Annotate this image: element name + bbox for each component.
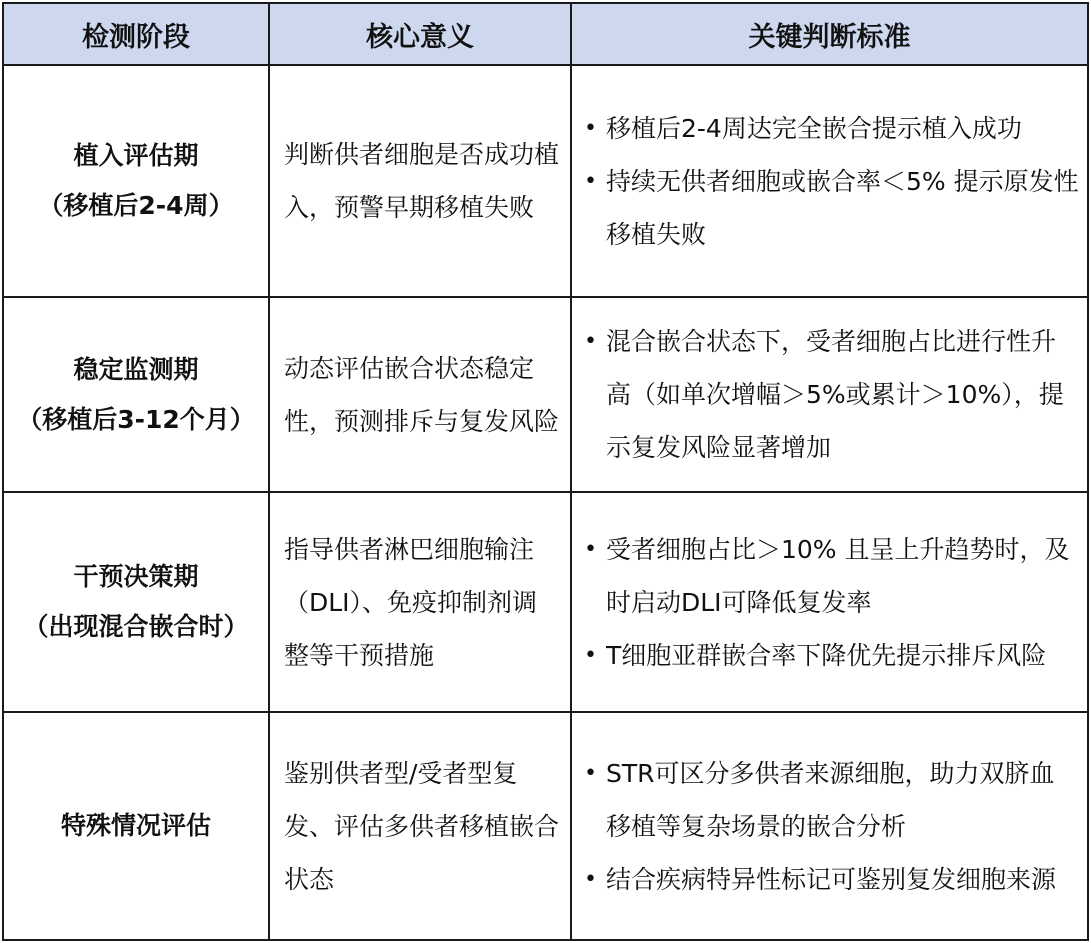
criteria-item [582, 315, 1079, 474]
criteria-text: 受者细胞占比＞10% 且呈上升趋势时，及时启动DLI可降低复发率 [606, 534, 1070, 617]
criteria-list [582, 102, 1079, 261]
bullet-icon: • [584, 536, 597, 562]
criteria-cell [571, 65, 1088, 297]
criteria-cell [571, 297, 1088, 492]
stage-cell [3, 297, 269, 492]
criteria-text: 结合疾病特异性标记可鉴别复发细胞来源 [606, 864, 1057, 894]
criteria-text: 持续无供者细胞或嵌合率＜5% 提示原发性移植失败 [606, 166, 1079, 249]
table-row [3, 65, 1088, 297]
criteria-item [582, 747, 1079, 853]
stage-cell [3, 492, 269, 712]
stage-title: 植入评估期 [73, 141, 199, 170]
stage-title: 特殊情况评估 [60, 811, 211, 840]
stage-cell [3, 65, 269, 297]
criteria-list [582, 747, 1079, 906]
chimerism-monitoring-table [2, 2, 1089, 941]
meaning-cell: 动态评估嵌合状态稳定性，预测排斥与复发风险 [269, 297, 571, 492]
bullet-icon: • [584, 642, 597, 668]
criteria-item [582, 155, 1079, 261]
criteria-item [582, 102, 1079, 155]
meaning-cell: 判断供者细胞是否成功植入，预警早期移植失败 [269, 65, 571, 297]
bullet-icon: • [584, 329, 597, 354]
header-stage: 检测阶段 [3, 3, 269, 65]
stage-subtitle: （移植后2-4周） [38, 191, 234, 220]
stage-title: 干预决策期 [73, 562, 199, 591]
criteria-cell [571, 712, 1088, 940]
criteria-cell [571, 492, 1088, 712]
meaning-cell: 指导供者淋巴细胞输注（DLI）、免疫抑制剂调整等干预措施 [269, 492, 571, 712]
criteria-text: T细胞亚群嵌合率下降优先提示排斥风险 [606, 640, 1047, 670]
table-row [3, 492, 1088, 712]
table-row [3, 297, 1088, 492]
criteria-text: 移植后2-4周达完全嵌合提示植入成功 [606, 113, 1022, 143]
stage-subtitle: （出现混合嵌合时） [23, 612, 249, 641]
bullet-icon: • [584, 866, 597, 892]
table-header [3, 3, 1088, 65]
criteria-item [582, 629, 1079, 682]
criteria-list [582, 523, 1079, 682]
criteria-item [582, 853, 1079, 906]
stage-cell [3, 712, 269, 940]
meaning-cell: 鉴别供者型/受者型复发、评估多供者移植嵌合状态 [269, 712, 571, 940]
criteria-item [582, 523, 1079, 629]
stage-subtitle: （移植后3-12个月） [17, 404, 255, 434]
bullet-icon: • [584, 760, 597, 786]
bullet-icon: • [584, 168, 597, 194]
table-row [3, 712, 1088, 940]
header-meaning: 核心意义 [269, 3, 571, 65]
criteria-text: 混合嵌合状态下，受者细胞占比进行性升高（如单次增幅＞5%或累计＞10%），提示复发风险显著增加 [606, 327, 1064, 462]
bullet-icon: • [584, 115, 597, 141]
header-criteria: 关键判断标准 [571, 3, 1088, 65]
stage-title: 稳定监测期 [73, 354, 199, 384]
criteria-list [582, 315, 1079, 474]
criteria-text: STR可区分多供者来源细胞，助力双脐血移植等复杂场景的嵌合分析 [606, 758, 1055, 841]
